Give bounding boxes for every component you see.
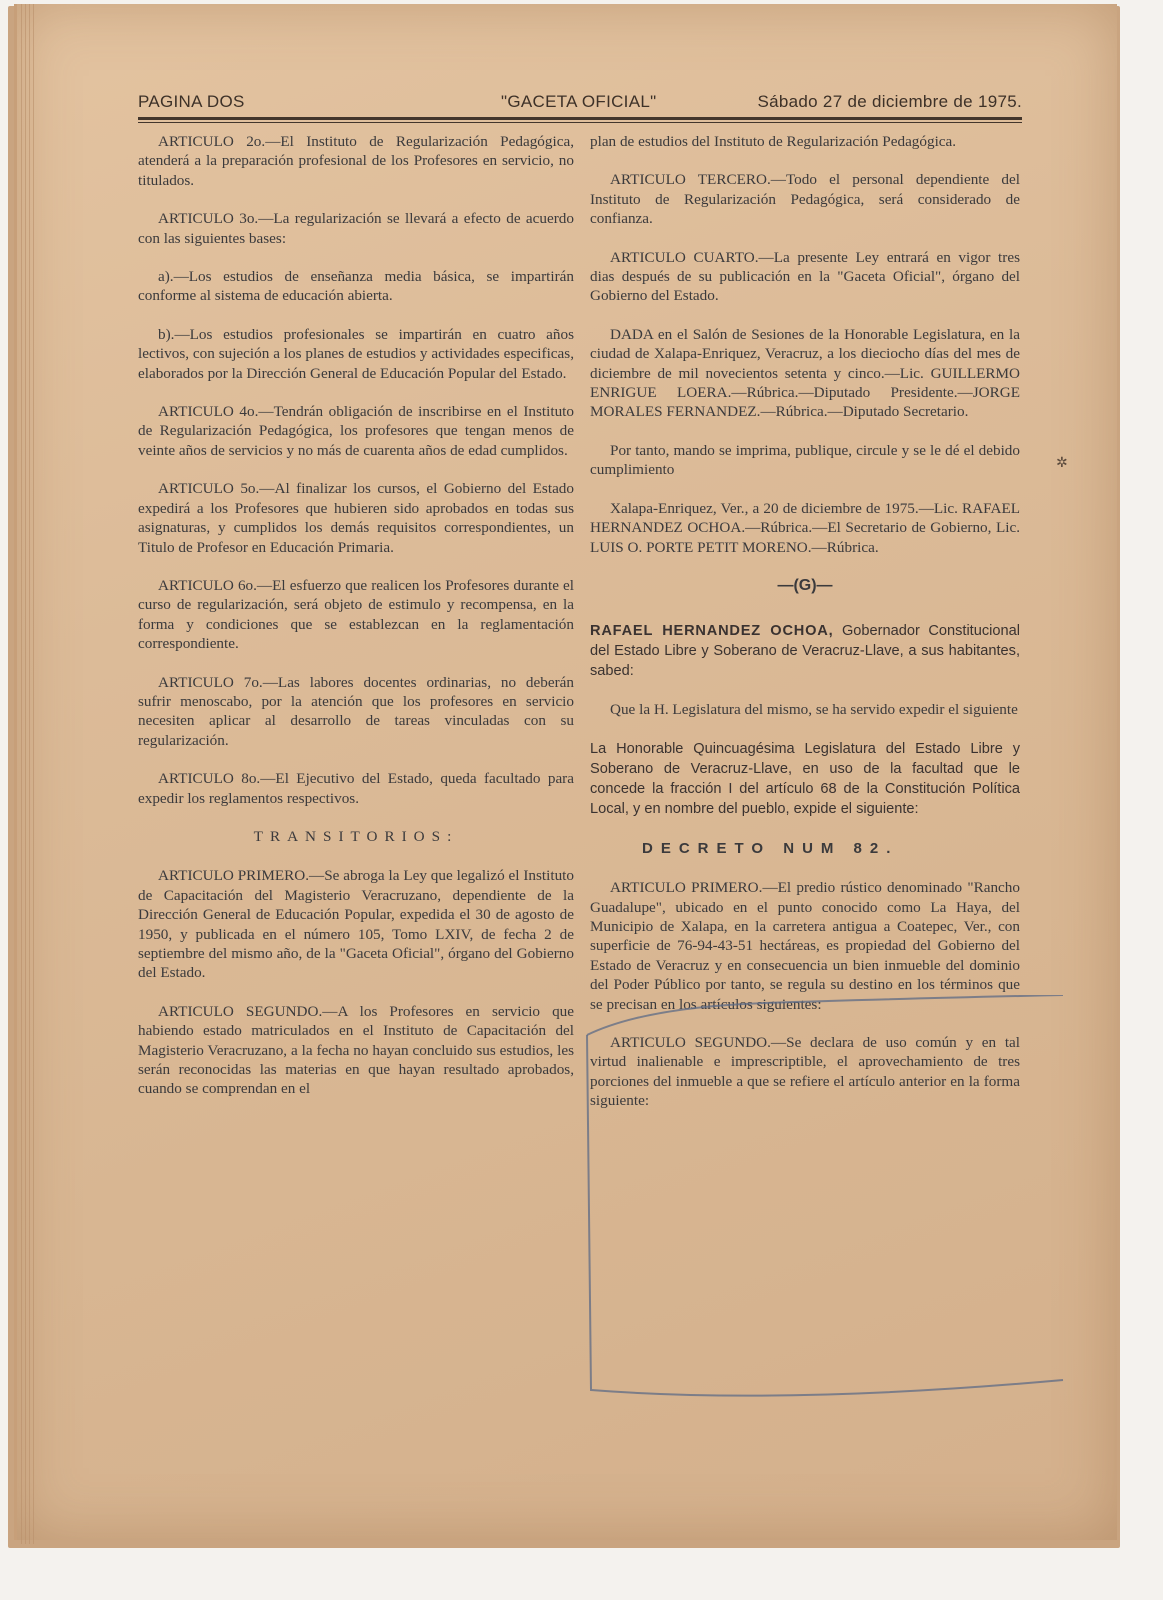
left-column <box>138 132 574 1118</box>
paper-tear-mark: ✲ <box>1056 456 1068 471</box>
decreto-articulo-segundo: ARTICULO SEGUNDO.—Se declara de uso común y en tal virtud inalienable e imprescriptible, el aprovechamiento de tres porciones del inmueble a que se refiere el artículo anterior en la forma siguiente: <box>590 1033 1020 1110</box>
transitorio-primero: ARTICULO PRIMERO.—Se abroga la Ley que legalizó el Instituto de Capacitación del Magisterio Veracruzano, dependiente de la Dirección General de Educación Popular, expedida el 30 de agosto de 1950, y publicada en el número 105, Tomo LXIV, de fecha 2 de septiembre del mismo año, de la "Gaceta Oficial", órgano del Gobierno del Estado. <box>138 867 574 982</box>
dada-paragraph: DADA en el Salón de Sesiones de la Honorable Legislatura, en la ciudad de Xalapa-Enriquez, Veracruz, a los dieciocho días del mes de diciembre de mil novecientos setenta y cinco.—Lic. GUILLERMO ENRIGUE LOERA.—Rúbrica.—Diputado Presidente.—JORGE MORALES FERNANDEZ.—Rúbrica.—Diputado Secretario. <box>590 325 1020 421</box>
article-8: ARTICULO 8o.—El Ejecutivo del Estado, queda facultado para expedir los reglamentos respectivos. <box>138 770 574 807</box>
transitorios-heading: TRANSITORIOS: <box>253 827 459 845</box>
honorable-legislatura: La Honorable Quincuagésima Legislatura del Estado Libre y Soberano de Veracruz-Llave, en uso de la facultad que le concede la fracción I del artículo 68 de la Constitución Política Local, y en nombre del pueblo, expide el siguiente: <box>590 740 1020 817</box>
publication-title: "GACETA OFICIAL" <box>501 92 657 111</box>
article-3-item-a: a).—Los estudios de enseñanza media básica, se impartirán conforme al sistema de educación abierta. <box>138 268 574 305</box>
decreto-articulo-primero: ARTICULO PRIMERO.—El predio rústico denominado "Rancho Guadalupe", ubicado en el punto conocido como La Haya, del Municipio de Xalapa, en la carretera antigua a Coatepec, Ver., con superficie de 76-94-43-51 hectáreas, es propiedad del Gobierno del Estado de Veracruz y en consecuencia un bien inmueble del dominio del Poder Público por tanto, se regula su destino en los términos que se precisan en los artículos siguientes: <box>590 879 1020 1013</box>
article-6: ARTICULO 6o.—El esfuerzo que realicen los Profesores durante el curso de regularización, será objeto de estimulo y recompensa, en la forma y condiciones que se establezcan en la reglamentación correspondiente. <box>138 576 574 653</box>
article-2: ARTICULO 2o.—El Instituto de Regularización Pedagógica, atenderá a la preparación profesional de los Profesores en servicio, no titulados. <box>138 133 574 189</box>
page-number-label: PAGINA DOS <box>138 92 245 111</box>
article-4: ARTICULO 4o.—Tendrán obligación de inscribirse en el Instituto de Regularización Pedagógica, los profesores que tengan menos de veinte años de servicios y no más de cuarenta años de edad cumplidos. <box>138 403 574 459</box>
que-la-legislatura: Que la H. Legislatura del mismo, se ha servido expedir el siguiente <box>610 701 1018 719</box>
governor-title: Gobernador Constitucional del Estado Libre y Soberano de Veracruz-Llave, a sus habitantes, sabed: <box>590 623 1020 680</box>
header-rule-thin <box>138 122 1022 123</box>
header-rule-thick <box>138 117 1022 120</box>
publication-date: Sábado 27 de diciembre de 1975. <box>757 92 1022 111</box>
article-cuarto: ARTICULO CUARTO.—La presente Ley entrará en vigor tres dias después de su publicación en la "Gaceta Oficial", órgano del Gobierno del Estado. <box>590 248 1020 305</box>
decreto-heading: DECRETO NUM 82. <box>642 839 899 857</box>
governor-name: RAFAEL HERNANDEZ OCHOA, <box>590 623 834 640</box>
page-header <box>138 92 1022 116</box>
article-7: ARTICULO 7o.—Las labores docentes ordinarias, no deberán sufrir menoscabo, por la atención que los profesores en servicio necesiten aplicar al desarrollo de tareas vinculadas con su regularización. <box>138 673 574 749</box>
governor-proclamation <box>590 621 1020 681</box>
article-3: ARTICULO 3o.—La regularización se llevará a efecto de acuerdo con las siguientes bases: <box>138 210 574 247</box>
section-mark-g: —(G)— <box>777 576 833 594</box>
right-column <box>590 132 1020 1130</box>
article-5: ARTICULO 5o.—Al finalizar los cursos, el Gobierno del Estado expedirá a los Profesores que hubieren sido aprobados en todas sus asignaturas, y cumplidos los demás requisitos correspondientes, un Titulo de Profesor en Educación Primaria. <box>138 480 574 556</box>
xalapa-paragraph: Xalapa-Enriquez, Ver., a 20 de diciembre de 1975.—Lic. RAFAEL HERNANDEZ OCHOA.—Rúbrica.—El Secretario de Gobierno, Lic. LUIS O. PORTE PETIT MORENO.—Rúbrica. <box>590 499 1020 556</box>
continuation-text: plan de estudios del Instituto de Regularización Pedagógica. <box>590 133 957 150</box>
article-tercero: ARTICULO TERCERO.—Todo el personal dependiente del Instituto de Regularización Pedagógica, será considerado de confianza. <box>590 171 1020 228</box>
transitorio-segundo: ARTICULO SEGUNDO.—A los Profesores en servicio que habiendo estado matriculados en el Instituto de Capacitación del Magisterio Veracruzano, a la fecha no hayan concluido sus estudios, les serán reconocidas las materias en que hayan resultado aprobados, cuando se comprendan en el <box>138 1002 574 1098</box>
page-edge-stack <box>21 4 35 1544</box>
por-tanto-paragraph: Por tanto, mando se imprima, publique, circule y se le dé el debido cumplimiento <box>590 441 1020 479</box>
article-3-item-b: b).—Los estudios profesionales se impartirán en cuatro años lectivos, con sujeción a los planes de estudios y actividades especificas, elaborados por la Dirección General de Educación Popular del Estado. <box>138 325 574 382</box>
pencil-bracket-annotation <box>585 995 1065 1407</box>
